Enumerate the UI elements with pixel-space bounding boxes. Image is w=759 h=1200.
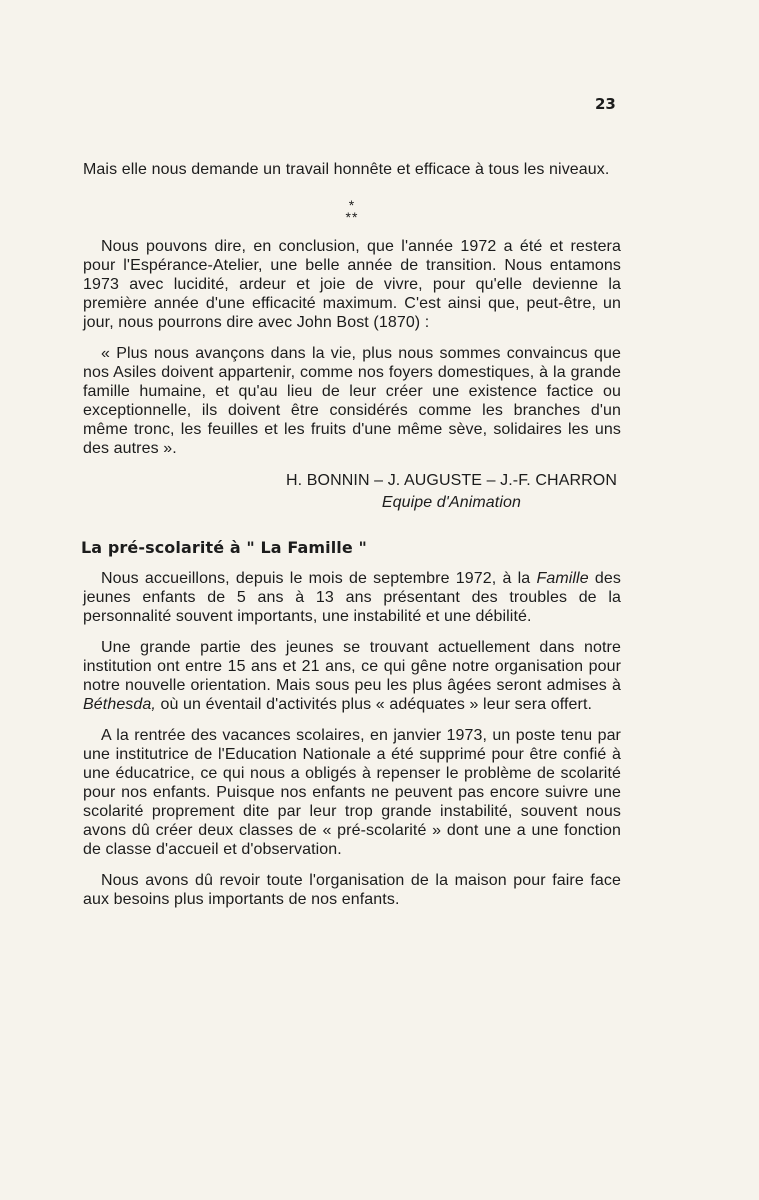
- signature-names: H. BONNIN – J. AUGUSTE – J.-F. CHARRON: [286, 472, 617, 489]
- page-number: 23: [595, 95, 616, 113]
- section-paragraph-2: [83, 638, 621, 714]
- section-paragraph-3: A la rentrée des vacances scolaires, en janvier 1973, un poste tenu par une institutrice de l'Education Nationale a été supprimé pour être confié à une éducatrice, ce qui nous a obligés à repenser le problème de scolarité pour nos enfants. Puisque nos enfants ne peuvent pas encore suivre une scolarité proprement dite par leur trop grande instabilité, souvent nous avons dû créer deux classes de « pré-scolarité » dont une a une fonction de classe d'accueil et d'observation.: [83, 727, 621, 858]
- asterism-top: *: [348, 197, 356, 213]
- document-body: [83, 160, 621, 921]
- p1-emphasis: Famille: [536, 570, 589, 587]
- section-title: La pré-scolarité à " La Famille ": [81, 538, 367, 557]
- p1-end: des jeunes enfants de 5 ans à 13 ans présentant des troubles de la personnalité souvent importants, une instabilité et une débilité.: [83, 570, 621, 625]
- p1-start: Nous accueillons, depuis le mois de septembre 1972, à la: [101, 570, 537, 587]
- p2-start: Une grande partie des jeunes se trouvant actuellement dans notre institution ont entre 15 ans et 21 ans, ce qui gêne notre organisation pour notre nouvelle orientation. Mais sous peu les plus âgées seront admises à: [83, 639, 621, 694]
- john-bost-quote: « Plus nous avançons dans la vie, plus nous sommes convaincus que nos Asiles doivent appartenir, comme nos foyers domestiques, à la grande famille humaine, et qu'au lieu de leur créer une existence factice ou exceptionnelle, ils doivent être considérés comme les branches d'un même tronc, les feuilles et les fruits d'une même sève, solidaires les uns des autres ».: [83, 345, 621, 457]
- signature-team: Equipe d'Animation: [381, 494, 521, 511]
- section-paragraph-4: Nous avons dû revoir toute l'organisation de la maison pour faire face aux besoins plus importants de nos enfants.: [83, 872, 621, 908]
- intro-paragraph: Mais elle nous demande un travail honnête et efficace à tous les niveaux.: [83, 161, 610, 178]
- asterism-separator: [83, 199, 621, 223]
- section-paragraph-1: [83, 569, 621, 626]
- p2-end: où un éventail d'activités plus « adéquates » leur sera offert.: [155, 696, 593, 713]
- asterism-bottom: **: [345, 209, 359, 225]
- p2-emphasis: Béthesda,: [83, 696, 156, 713]
- conclusion-paragraph: Nous pouvons dire, en conclusion, que l'année 1972 a été et restera pour l'Espérance-Atelier, une belle année de transition. Nous entamons 1973 avec lucidité, ardeur et joie de vivre, pour qu'elle devienne la première année d'une efficacité maximum. C'est ainsi que, peut-être, un jour, nous pourrons dire avec John Bost (1870) :: [83, 238, 621, 331]
- signature-block: [83, 470, 621, 514]
